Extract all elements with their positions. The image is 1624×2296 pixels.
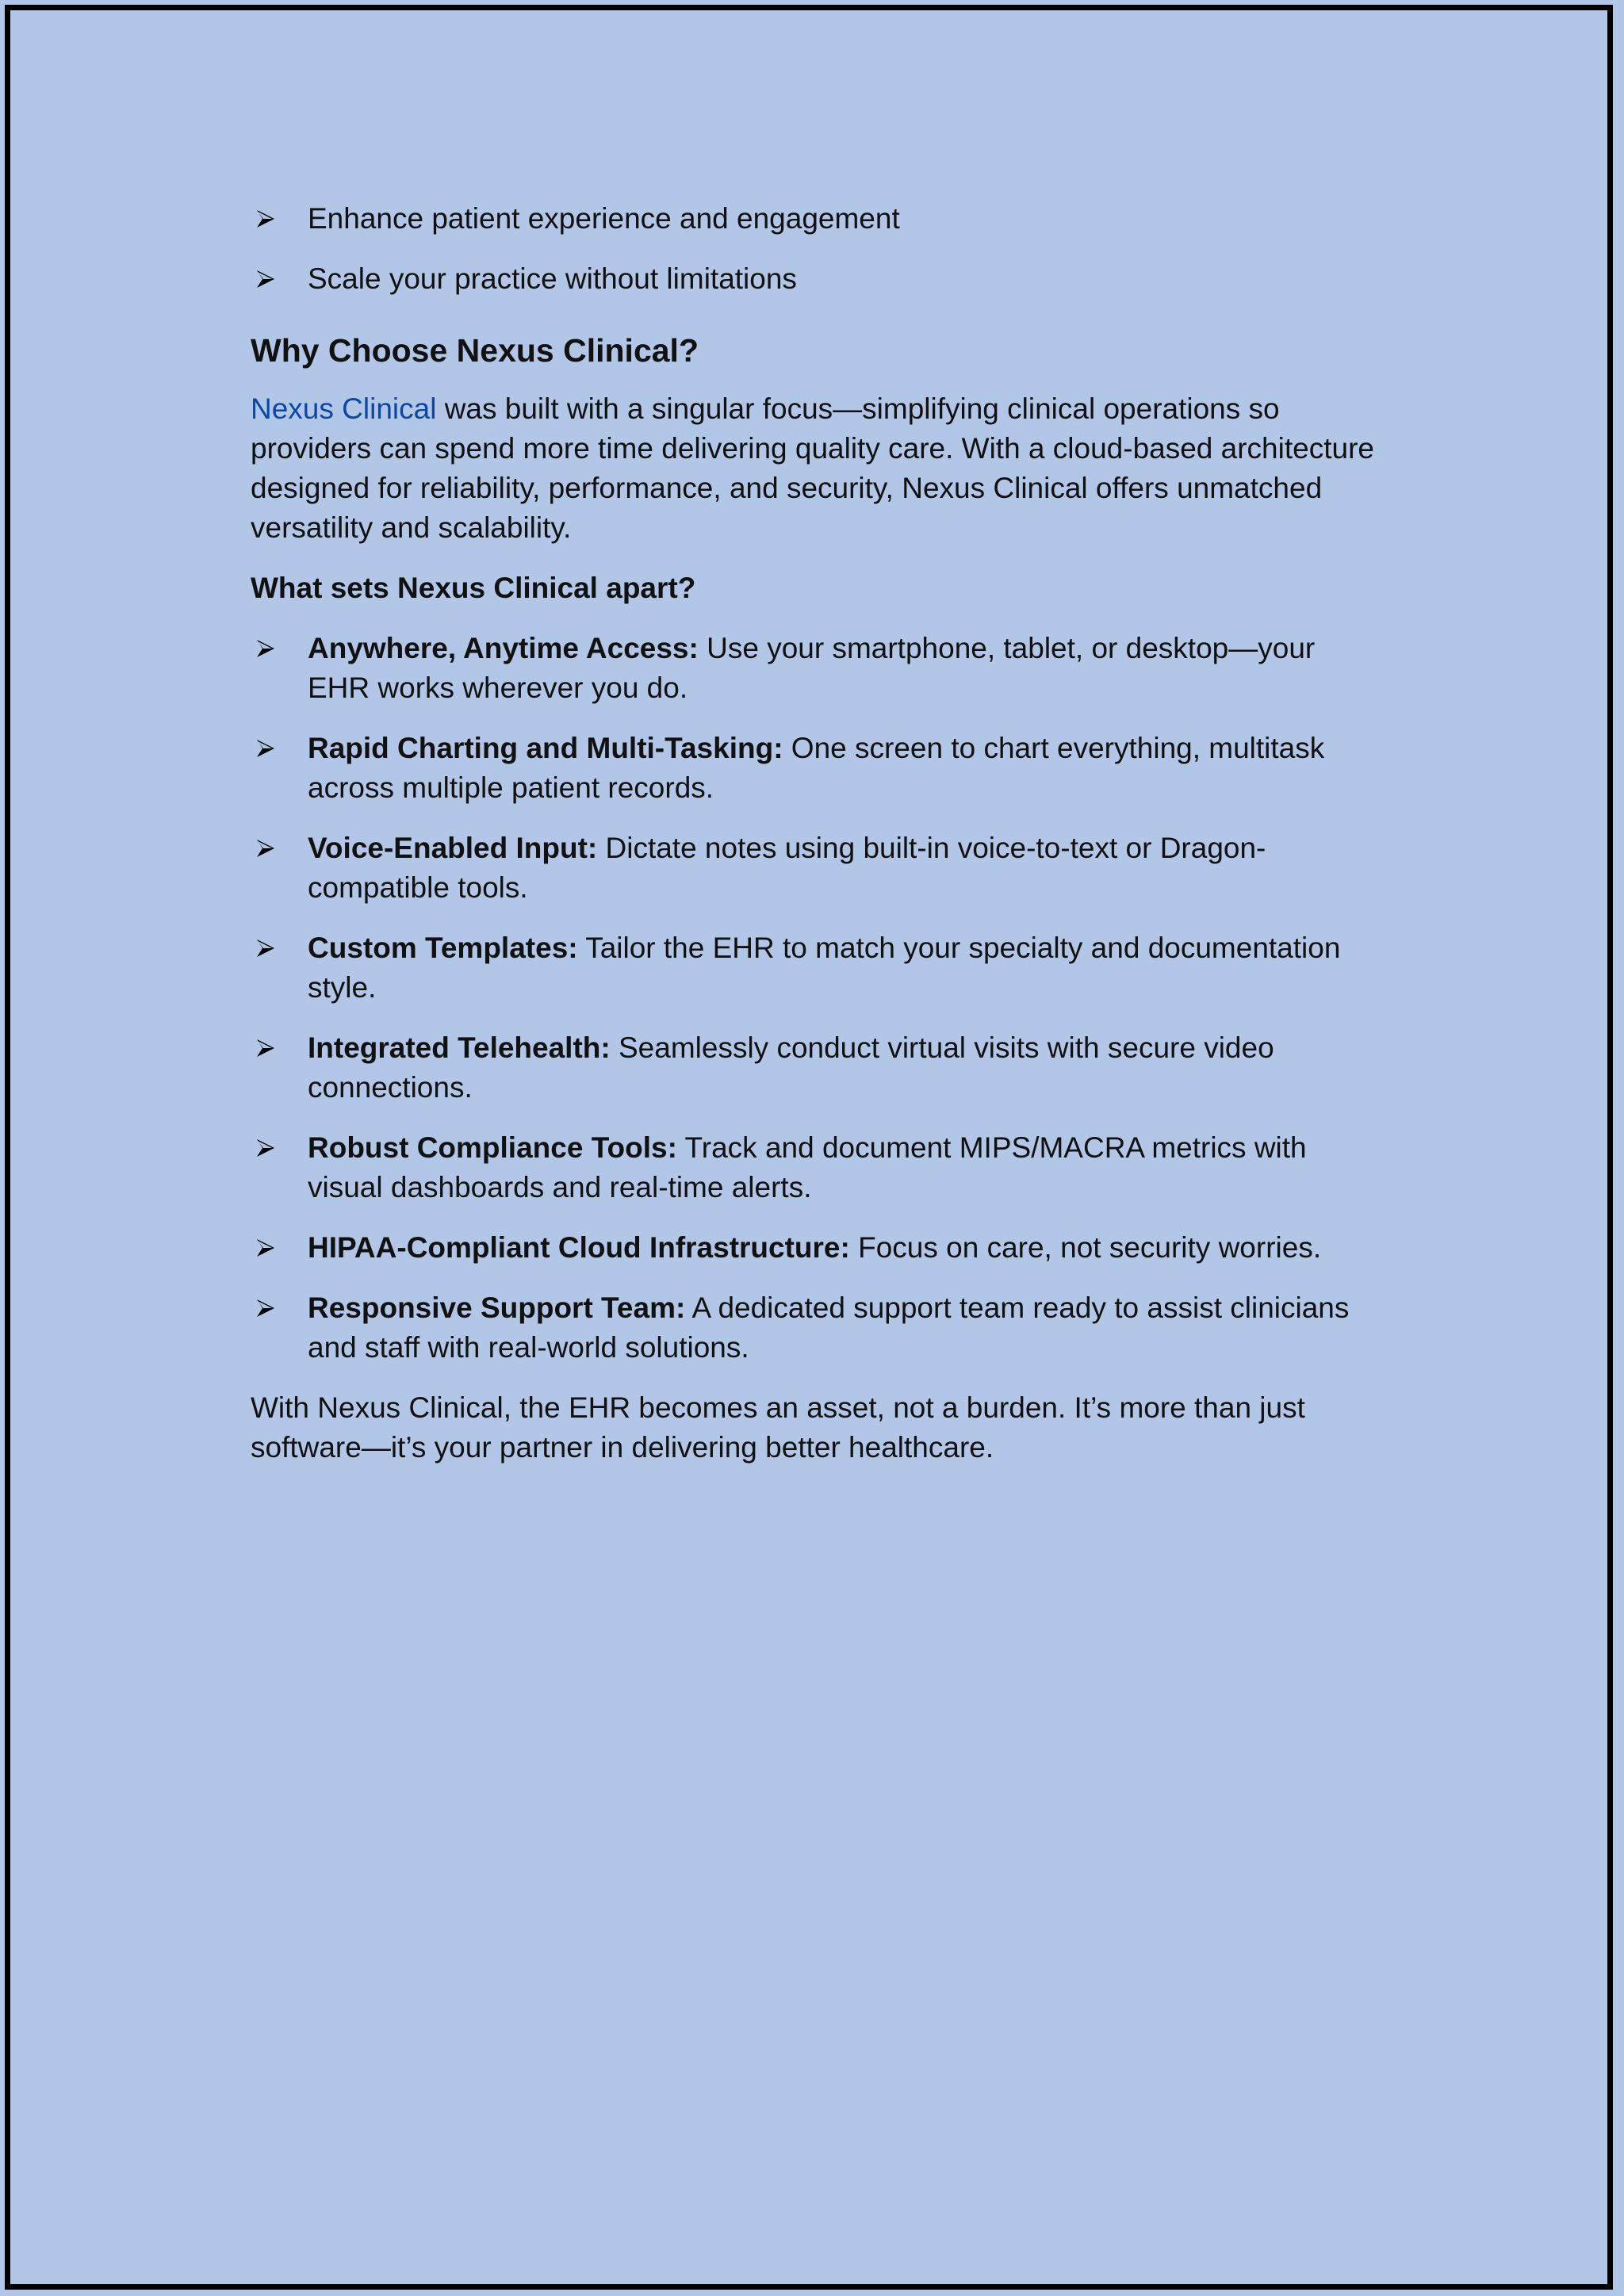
feature-item bbox=[251, 928, 1385, 1008]
arrowhead-bullet-icon bbox=[256, 739, 275, 758]
document-body bbox=[251, 199, 1385, 1468]
feature-description: Tailor the EHR to match your specialty and documentation style. bbox=[308, 932, 1341, 1004]
feature-title: HIPAA-Compliant Cloud Infrastructure: bbox=[308, 1231, 850, 1264]
feature-list bbox=[251, 629, 1385, 1368]
arrowhead-bullet-icon bbox=[256, 939, 275, 958]
feature-description: A dedicated support team ready to assist clinicians and staff with real-world solutions. bbox=[308, 1292, 1350, 1364]
document-page bbox=[5, 5, 1613, 2290]
bullet-text: Scale your practice without limitations bbox=[308, 262, 797, 295]
feature-title: Responsive Support Team: bbox=[308, 1292, 686, 1324]
feature-title: Anywhere, Anytime Access: bbox=[308, 632, 699, 664]
arrowhead-bullet-icon bbox=[256, 1238, 275, 1257]
feature-item bbox=[251, 828, 1385, 908]
feature-item bbox=[251, 1288, 1385, 1368]
feature-item bbox=[251, 729, 1385, 808]
arrowhead-bullet-icon bbox=[256, 270, 275, 289]
arrowhead-bullet-icon bbox=[256, 1299, 275, 1318]
feature-title: Rapid Charting and Multi-Tasking: bbox=[308, 732, 783, 764]
feature-title: Custom Templates: bbox=[308, 932, 578, 964]
section-heading: Why Choose Nexus Clinical? bbox=[251, 332, 699, 369]
closing-paragraph: With Nexus Clinical, the EHR becomes an asset, not a burden. It’s more than just software—it’s your partner in delivering better healthcare. bbox=[251, 1391, 1305, 1464]
feature-item bbox=[251, 1028, 1385, 1108]
feature-item bbox=[251, 1228, 1385, 1268]
feature-description: Dictate notes using built-in voice-to-text or Dragon-compatible tools. bbox=[308, 832, 1266, 904]
feature-item bbox=[251, 1128, 1385, 1207]
arrowhead-bullet-icon bbox=[256, 1039, 275, 1058]
feature-description: Seamlessly conduct virtual visits with secure video connections. bbox=[308, 1031, 1274, 1104]
section-subheading: What sets Nexus Clinical apart? bbox=[251, 572, 696, 604]
intro-bullet-list bbox=[251, 199, 1385, 299]
feature-description: Use your smartphone, tablet, or desktop—your EHR works wherever you do. bbox=[308, 632, 1316, 704]
arrowhead-bullet-icon bbox=[256, 639, 275, 658]
list-item bbox=[251, 199, 1385, 239]
feature-description: Track and document MIPS/MACRA metrics with visual dashboards and real-time alerts. bbox=[308, 1131, 1307, 1203]
brand-name-link[interactable]: Nexus Clinical bbox=[251, 392, 437, 425]
arrowhead-bullet-icon bbox=[256, 209, 275, 228]
list-item bbox=[251, 259, 1385, 299]
bullet-text: Enhance patient experience and engagement bbox=[308, 202, 900, 235]
feature-description: Focus on care, not security worries. bbox=[849, 1231, 1322, 1264]
arrowhead-bullet-icon bbox=[256, 1138, 275, 1158]
arrowhead-bullet-icon bbox=[256, 839, 275, 858]
feature-description: One screen to chart everything, multitask across multiple patient records. bbox=[308, 732, 1325, 804]
feature-title: Voice-Enabled Input: bbox=[308, 832, 598, 864]
feature-title: Robust Compliance Tools: bbox=[308, 1131, 677, 1164]
feature-title: Integrated Telehealth: bbox=[308, 1031, 611, 1064]
intro-paragraph-text: was built with a singular focus—simplifying clinical operations so providers can spend more time delivering quality care. With a cloud-based architecture designed for reliability, performance, and security, Nexus Clinical offers unmatched versatility and scalability. bbox=[251, 392, 1374, 544]
feature-item bbox=[251, 629, 1385, 708]
intro-paragraph bbox=[251, 389, 1385, 548]
